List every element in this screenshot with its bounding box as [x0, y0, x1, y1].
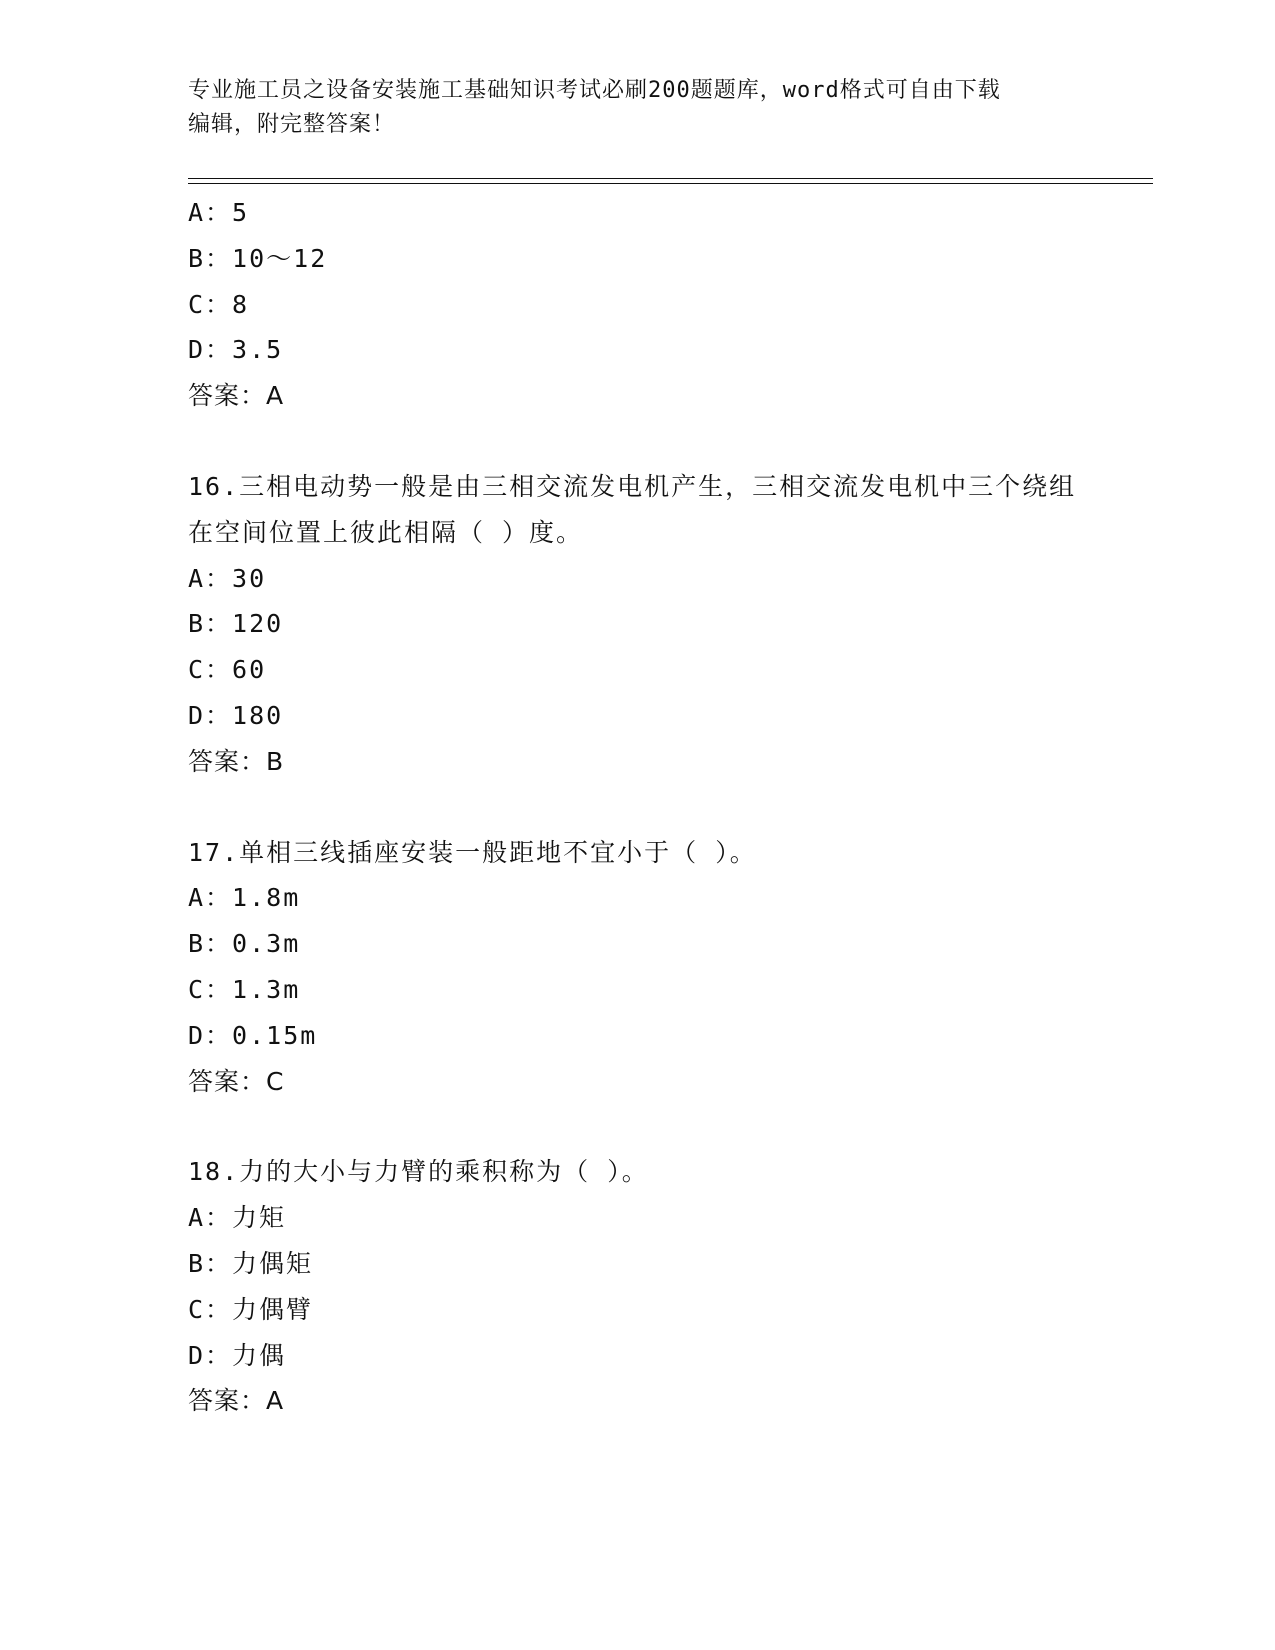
option-a: A：1.8m	[188, 883, 301, 913]
option-c: C：力偶臂	[188, 1294, 314, 1324]
question-16-block	[188, 464, 1153, 785]
question-text: 18.力的大小与力臂的乘积称为（ ）。	[188, 1157, 649, 1187]
option-d: D：180	[188, 700, 284, 730]
partial-question-block	[188, 190, 1153, 419]
header-rule-bottom	[188, 183, 1153, 184]
answer-line: 答案：C	[188, 1066, 285, 1096]
option-d: D：3.5	[188, 335, 284, 365]
question-17-block	[188, 830, 1153, 1105]
answer-line: 答案：B	[188, 746, 285, 776]
option-c: C：8	[188, 289, 250, 319]
question-text: 17.单相三线插座安装一般距地不宜小于（ ）。	[188, 837, 757, 867]
document-content	[188, 190, 1153, 1424]
option-c: C：60	[188, 655, 267, 685]
answer-line: 答案：A	[188, 381, 285, 411]
question-18-block	[188, 1149, 1153, 1424]
option-c: C：1.3m	[188, 974, 301, 1004]
header-title-line-2: 编辑，附完整答案！	[188, 112, 396, 137]
option-b: B：120	[188, 609, 284, 639]
document-header	[188, 74, 1088, 142]
option-b: B：10～12	[188, 243, 328, 273]
option-a: A：30	[188, 563, 267, 593]
header-rule-top	[188, 178, 1153, 179]
question-text: 16.三相电动势一般是由三相交流发电机产生，三相交流发电机中三个绕组在空间位置上彼此相隔（ ）度。	[188, 471, 1077, 547]
option-a: A：力矩	[188, 1203, 287, 1233]
option-a: A：5	[188, 198, 250, 227]
option-b: B：0.3m	[188, 929, 301, 959]
option-b: B：力偶矩	[188, 1248, 314, 1278]
header-title-line-1: 专业施工员之设备安装施工基础知识考试必刷200题题库，word格式可自由下载	[188, 78, 1001, 103]
option-d: D：力偶	[188, 1340, 287, 1370]
option-d: D：0.15m	[188, 1020, 318, 1050]
answer-line: 答案：A	[188, 1386, 285, 1416]
